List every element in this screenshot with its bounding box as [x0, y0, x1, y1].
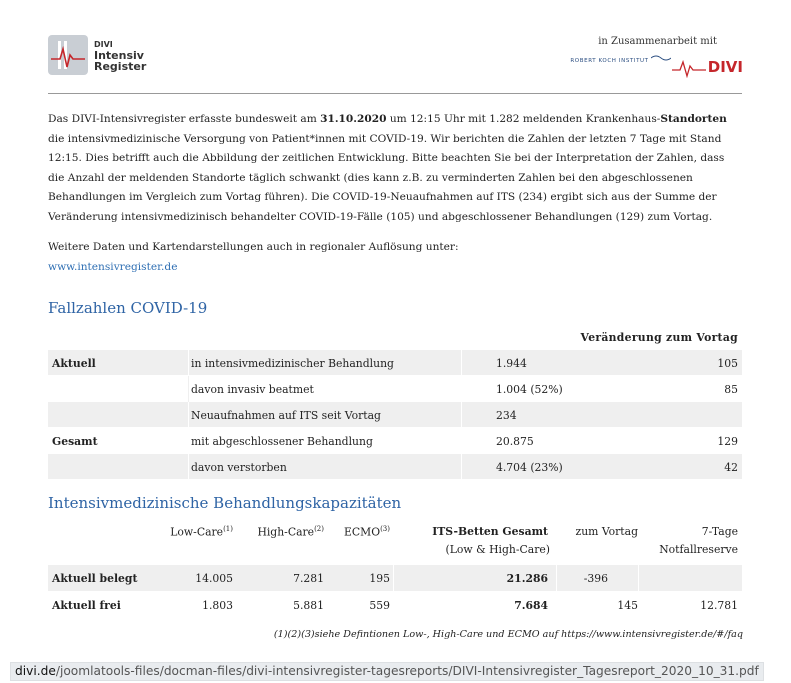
ecmo-sup: (3) [380, 525, 390, 533]
header-its [432, 525, 548, 569]
kapazitaeten-title: Intensivmedizinische Behandlungskapazitäten [48, 494, 402, 512]
header-divider [48, 93, 742, 94]
high-care-value: 5.881 [293, 599, 324, 612]
rki-label: ROBERT KOCH INSTITUT [570, 58, 649, 64]
browser-status-bar [0, 660, 791, 683]
status-url [10, 662, 764, 681]
high-care-value: 7.281 [293, 572, 324, 585]
intro-date: 31.10.2020 [320, 113, 387, 125]
vortag-value: 145 [617, 599, 638, 612]
its-label: ITS-Betten Gesamt [432, 525, 548, 538]
table-row [48, 592, 742, 618]
row-label: mit abgeschlossener Behandlung [188, 428, 373, 454]
partner-logos [563, 36, 743, 86]
divi-partner-logo [672, 56, 743, 78]
header-vortag: zum Vortag [575, 525, 638, 538]
cell-divider [638, 565, 639, 591]
header-ecmo [344, 525, 390, 569]
notfall-value: 12.781 [700, 599, 738, 612]
notfall-line2: Notfallreserve [659, 543, 738, 556]
table-row [48, 565, 742, 591]
heartbeat-logo-icon [48, 35, 88, 75]
row-value: 234 [496, 409, 517, 422]
table-row [48, 350, 742, 376]
footnote: (1)(2)(3)siehe Defintionen Low-, High-Care und ECMO auf https://www.intensivregister.de/#/faq [273, 629, 743, 640]
row-change: 42 [724, 461, 738, 474]
row-label: davon verstorben [188, 454, 287, 480]
low-care-sup: (1) [223, 525, 233, 533]
intensivregister-link[interactable]: www.intensivregister.de [48, 260, 178, 273]
rki-logo [570, 54, 671, 64]
divi-partner-label: DIVI [707, 58, 743, 76]
header-low-care [170, 525, 233, 569]
more-data-paragraph [48, 238, 742, 277]
rki-wave-icon [651, 54, 671, 62]
logo-line1: DIVI [94, 39, 113, 49]
row-label: Neuaufnahmen auf ITS seit Vortag [188, 402, 381, 428]
intro-paragraph [48, 110, 742, 227]
fallzahlen-table [48, 326, 742, 480]
row-value: 1.004 (52%) [496, 383, 563, 396]
table-row [48, 402, 742, 428]
cell-divider [461, 350, 462, 376]
ecmo-label: ECMO [344, 525, 381, 539]
low-care-value: 1.803 [202, 599, 233, 612]
intro-text-b: um 12:15 Uhr mit 1.282 meldenden Krankenhaus- [386, 113, 661, 125]
notfall-line1: 7-Tage [701, 525, 738, 538]
cell-divider [461, 402, 462, 428]
header-notfall [659, 525, 738, 569]
table-row [48, 428, 742, 454]
intro-text-a: Das DIVI-Intensivregister erfasste bundesweit am [48, 113, 321, 125]
cell-divider [461, 454, 462, 480]
ecmo-value: 195 [369, 572, 390, 585]
its-sublabel: (Low & High-Care) [445, 543, 550, 556]
row-change: 129 [717, 435, 738, 448]
intro-standorte: Standorten [660, 113, 727, 125]
logo-line3: Register [94, 59, 147, 73]
header-high-care [257, 525, 324, 569]
low-care-label: Low-Care [170, 525, 224, 539]
table-row [48, 454, 742, 480]
fallzahlen-header [48, 326, 742, 350]
row-change: 85 [724, 383, 738, 396]
row-label: Aktuell frei [52, 599, 121, 612]
row-value: 4.704 (23%) [496, 461, 563, 474]
divi-intensivregister-logo [48, 35, 146, 75]
more-data-text: Weitere Daten und Kartendarstellungen auch in regionaler Auflösung unter: [48, 241, 459, 253]
row-value: 1.944 [496, 357, 527, 370]
row-label: davon invasiv beatmet [188, 376, 314, 402]
change-header: Veränderung zum Vortag [580, 331, 738, 344]
heartbeat-icon [672, 56, 706, 78]
row-group: Gesamt [52, 435, 98, 448]
vortag-value: -396 [583, 572, 608, 585]
cell-divider [393, 565, 394, 591]
its-value: 21.286 [506, 572, 548, 585]
fallzahlen-title: Fallzahlen COVID-19 [48, 299, 208, 317]
high-care-sup: (2) [314, 525, 324, 533]
row-value: 20.875 [496, 435, 534, 448]
row-label: Aktuell belegt [52, 572, 138, 585]
row-change: 105 [717, 357, 738, 370]
intro-text-rest: die intensivmedizinische Versorgung von Patient*innen mit COVID-19. Wir berichten die Zahlen der letzten 7 Tage mit Stand 12:15. Dies betrifft auch die Abbildung der zeitlichen Entwicklung. Bitte beachten Sie bei der Interpretation der Zahlen, dass die Anzahl der meldenden Standorte täglich schwankt (dies kann z.B. zu verminderten Zahlen bei den abgeschlossenen Behandlungen im Vergleich zum Vortag führen). Die COVID-19-Neuaufnahmen auf ITS (234) ergibt sich aus der Summe der Veränderung intensivmedizinisch behandelter COVID-19-Fälle (105) und abgeschlossener Behandlungen (129) zum Vortag. [48, 132, 725, 223]
logo-text [94, 39, 146, 72]
high-care-label: High-Care [257, 525, 315, 539]
partner-label: in Zusammenarbeit mit [598, 36, 717, 47]
its-value: 7.684 [514, 599, 548, 612]
logo-line2: Intensiv [94, 48, 144, 62]
low-care-value: 14.005 [195, 572, 233, 585]
row-group: Aktuell [52, 357, 96, 370]
status-host: divi.de [15, 664, 56, 678]
cell-divider [556, 565, 557, 591]
row-label: in intensivmedizinischer Behandlung [188, 350, 394, 376]
table-row [48, 376, 742, 402]
ecmo-value: 559 [369, 599, 390, 612]
status-path: /joomlatools-files/docman-files/divi-intensivregister-tagesreports/DIVI-Intensivregister_Tagesreport_2020_10_31.pdf [55, 664, 759, 678]
